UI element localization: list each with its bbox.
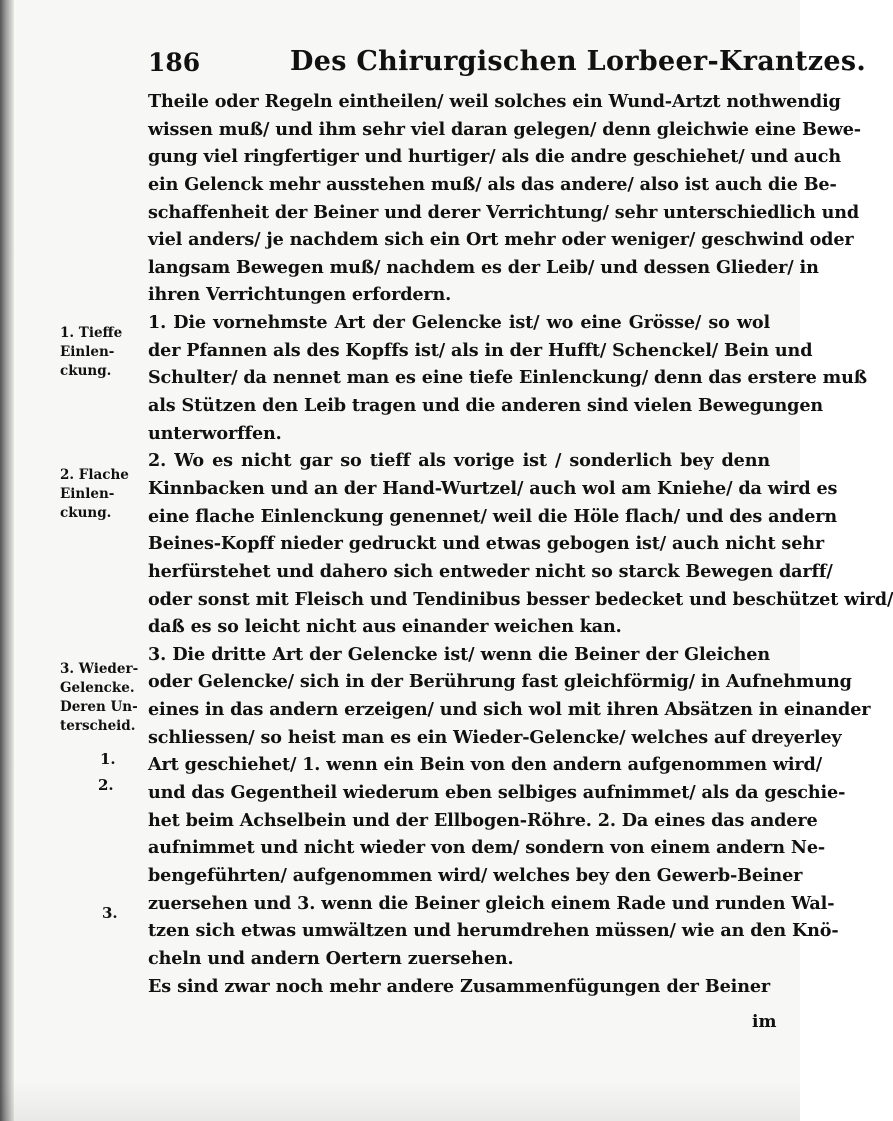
text-line: cheln und andern Oertern zuersehen. — [148, 947, 514, 969]
text-line: viel anders/ je nachdem sich ein Ort mehr oder weniger/ geschwind oder — [148, 229, 854, 251]
text-line: het beim Achselbein und der Ellbogen-Röhre. 2. Da eines das andere — [148, 809, 818, 831]
text-line: 3. Die dritte Art der Gelencke ist/ wenn die Beiner der Gleichen — [148, 643, 770, 665]
text-line: eine flache Einlenckung genennet/ weil die Höle flach/ und des andern — [148, 505, 838, 527]
margin-note-line: terscheid. — [60, 718, 136, 734]
text-line: Es sind zwar noch mehr andere Zusammenfügungen der Beiner — [148, 975, 770, 997]
text-line: schaffenheit der Beiner und derer Verrichtung/ sehr unterschiedlich und — [148, 201, 860, 223]
text-line: herfürstehet und dahero sich entweder nicht so starck Bewegen darff/ — [148, 560, 833, 582]
page-gutter-shadow — [0, 0, 14, 1121]
margin-note-line: Gelencke. — [60, 680, 135, 696]
text-line: oder Gelencke/ sich in der Berührung fast gleichförmig/ in Aufnehmung — [148, 671, 852, 693]
margin-note-line: ckung. — [60, 505, 112, 521]
main-text-block — [148, 88, 893, 1000]
page-bottom-shade — [0, 1081, 800, 1121]
text-line: eines in das andern erzeigen/ und sich wol mit ihren Absätzen in einander — [148, 699, 871, 721]
text-line: Schulter/ da nennet man es eine tiefe Einlenckung/ denn das erstere muß — [148, 367, 867, 389]
text-line: 2. Wo es nicht gar so tieff als vorige ist / sonderlich bey denn — [148, 450, 770, 472]
text-line: Beines-Kopff nieder gedruckt und etwas gebogen ist/ auch nicht sehr — [148, 533, 824, 555]
text-line: bengeführten/ aufgenommen wird/ welches bey den Gewerb-Beiner — [148, 864, 803, 886]
text-line: ihren Verrichtungen erfordern. — [148, 284, 452, 306]
text-line: Theile oder Regeln eintheilen/ weil solches ein Wund-Artzt nothwendig — [148, 91, 841, 112]
text-line: Kinnbacken und an der Hand-Wurtzel/ auch wol am Kniehe/ da wird es — [148, 477, 838, 499]
text-line: und das Gegentheil wiederum eben selbiges aufnimmet/ als da geschie- — [148, 782, 846, 804]
text-line: Art geschiehet/ 1. wenn ein Bein von den andern aufgenommen wird/ — [148, 754, 822, 776]
text-line: oder sonst mit Fleisch und Tendinibus besser bedecket und beschützet wird/ — [148, 588, 893, 610]
text-line: aufnimmet und nicht wieder von dem/ sondern von einem andern Ne- — [148, 837, 826, 859]
text-line: als Stützen den Leib tragen und die anderen sind vielen Bewegungen — [148, 395, 824, 417]
page-header — [148, 44, 867, 84]
catchword: im — [752, 1012, 777, 1032]
margin-note-counter-joint — [60, 660, 152, 736]
margin-number-2: 2. — [98, 776, 114, 794]
margin-note-line: 2. Flache — [60, 467, 129, 483]
text-line: zuersehen und 3. wenn die Beiner gleich einem Rade und runden Wal- — [148, 892, 835, 914]
text-line: wissen muß/ und ihm sehr viel daran gelegen/ denn gleichwie eine Bewe- — [148, 118, 861, 140]
text-line: langsam Bewegen muß/ nachdem es der Leib/ und dessen Glieder/ in — [148, 256, 819, 278]
text-line: ein Gelenck mehr ausstehen muß/ als das andere/ also ist auch die Be- — [148, 173, 837, 195]
running-title: Des Chirurgischen Lorbeer-Krantzes. — [290, 46, 867, 77]
text-line: 1. Die vornehmste Art der Gelencke ist/ wo eine Grösse/ so wol — [148, 312, 770, 334]
margin-note-line: Einlen- — [60, 344, 115, 360]
page-number: 186 — [148, 48, 201, 77]
margin-note-line: 3. Wieder- — [60, 661, 139, 677]
margin-note-line: ckung. — [60, 363, 112, 379]
margin-note-line: Deren Un- — [60, 699, 138, 715]
text-line: tzen sich etwas umwältzen und herumdrehen müssen/ wie an den Knö- — [148, 920, 839, 942]
margin-number-1: 1. — [100, 750, 116, 768]
margin-number-3: 3. — [102, 904, 118, 922]
text-line: schliessen/ so heist man es ein Wieder-Gelencke/ welches auf dreyerley — [148, 726, 842, 748]
margin-note-flat-joint — [60, 466, 152, 523]
text-line: gung viel ringfertiger und hurtiger/ als die andre geschiehet/ und auch — [148, 146, 841, 168]
margin-note-line: 1. Tieffe — [60, 325, 123, 341]
margin-note-deep-joint — [60, 324, 152, 381]
text-line: daß es so leicht nicht aus einander weichen kan. — [148, 616, 622, 638]
text-line: der Pfannen als des Kopffs ist/ als in der Hufft/ Schenckel/ Bein und — [148, 339, 813, 361]
margin-note-line: Einlen- — [60, 486, 115, 502]
text-line: unterworffen. — [148, 422, 282, 444]
